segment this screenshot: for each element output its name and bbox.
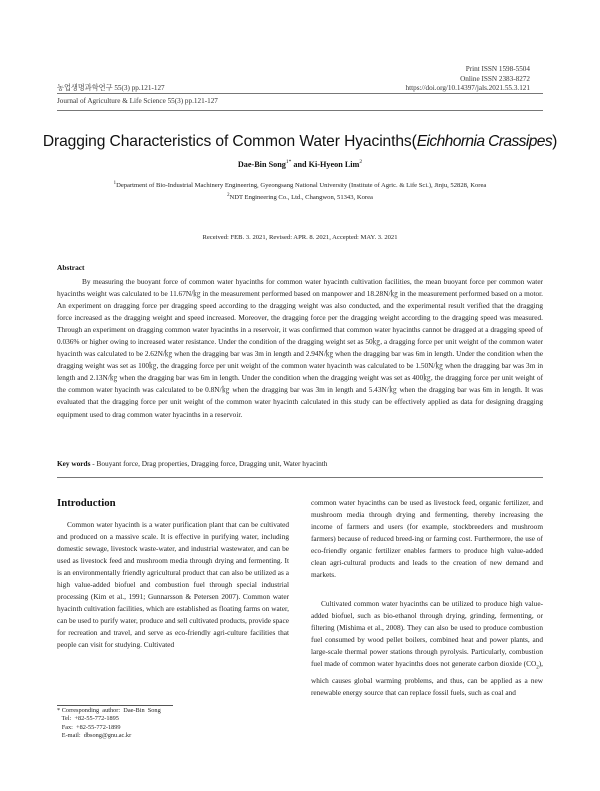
footnote-fax: Fax: +82-55-772-1899 bbox=[57, 723, 121, 731]
keywords-dash: - bbox=[90, 459, 97, 468]
footnote-tel: Tel: +82-55-772-1895 bbox=[57, 715, 119, 723]
author-2-sup: 2 bbox=[359, 159, 363, 165]
abstract-heading: Abstract bbox=[57, 263, 85, 272]
affiliation-1-text: Department of Bio-Industrial Machinery Engineering, Gyeongsang National University (Institute of Agric. & Life Sci.), Jinju, 52828, Korea bbox=[116, 182, 487, 190]
intro-col1-paragraph: Common water hyacinth is a water purification plant that can be cultivated and produced on a massive scale. It is effective in purifying water, including domestic sewage, livestock waste-water, and industrial wastewater, and can be used as livestock feed and mushroom media through drying and fermenting. It is an environmentally friendly agricultural product that can also be utilized as a high value-added biofuel and combustion fuel through special industrial processing (Kim et al., 1991; Gunnarsson & Petersen 2007). Common water hyacinth cultivation facilities, which are established as floating farms on water, can be used to purify water, produce and sell cultivated products, provide space for recreation and travel, and serve as eco-friendly agri-culture facilities that people can visit for studying. Cultivated bbox=[57, 520, 289, 650]
paper-title bbox=[0, 133, 600, 151]
keywords bbox=[57, 459, 327, 468]
footnote-rule bbox=[57, 705, 173, 706]
header-rule bbox=[57, 93, 543, 94]
intro-col2-p2-a: Cultivated common water hyacinths can be utilized to produce high value-added biofuel, such as bio-ethanol through drying, grinding, fermenting, or filtering (Mishima et al., 2008). They can also be used to produce combustion fuel consumed by wood pellet boilers, combined heat and power plants, and large-scale thermal power stations through pyrolysis. Particularly, combustion fuel made of common water hyacinths does not generate carbon dioxide (CO bbox=[311, 599, 543, 669]
affiliation-1 bbox=[0, 181, 600, 189]
footnote bbox=[57, 707, 161, 741]
affiliation-2-sup: 2 bbox=[227, 193, 230, 198]
affiliation-2 bbox=[0, 193, 600, 201]
header-rule-2 bbox=[57, 110, 543, 111]
section-rule bbox=[57, 477, 543, 478]
journal-english: Journal of Agriculture & Life Science 55(3) pp.121-127 bbox=[57, 97, 218, 105]
doi-link[interactable]: https://doi.org/10.14397/jals.2021.55.3.121 bbox=[405, 84, 530, 92]
intro-col2-p2-b: ), which causes global warming problems, and thus, can be applied as a new renewable energy source that can replace fossil fuels, such as coal and bbox=[311, 659, 543, 697]
author-and: and bbox=[291, 160, 309, 169]
affiliation-1-sup: 1 bbox=[113, 181, 117, 186]
footnote-author: * Corresponding author: Dae-Bin Song bbox=[57, 707, 161, 714]
intro-col2-paragraph-1: common water hyacinths can be used as livestock feed, organic fertilizer, and mushroom media through drying and fermenting, thereby increasing the income of farmers and users (for example, stockbreeders and mushroom farmers) because of reduced breed-ing or farming cost. Furthermore, the use of eco-friendly organic fertilizer enables farmers to produce high value-added clean agri-cultural products and leads to the creation of new demand and markets. bbox=[311, 498, 543, 580]
co2-subscript: 2 bbox=[536, 665, 539, 671]
intro-col2-paragraph-2 bbox=[311, 598, 543, 699]
abstract-body: By measuring the buoyant force of common water hyacinths for common water hyacinth cultivation facilities, the mean buoyant force per common water hyacinths weight was calculated to be 11.67N/㎏ in the measurement performed based on manpower and 18.28N/㎏ in the measurement performed based on a motor. An experiment on dragging force per dragging speed according to the dragging weight was also conducted, and the experimental result verified that the dragging force increased as the dragging weight and speed increased. Moreover, the dragging force per the dragging weight according to the dragging speed was measured. Through an experiment on dragging common water hyacinths in a reservoir, it was confirmed that common water hyacinths cannot be dragged at a dragging speed of 0.036% or higher owing to increased water resistance. Under the condition of the dragging weight set as 50㎏, a dragging force per unit weight of the common water hyacinth was calculated to be 2.62N/㎏ when the dragging bar was 3m in length and 2.94N/㎏ when the dragging bar was 6m in length. Under the condition when the dragging weight was set as 100㎏, the dragging force per unit weight of the common water hyacinth was calculated to be 1.50N/㎏ when the dragging bar was 3m in length and 2.13N/㎏ when the dragging bar was 6m in length. Under the condition when the dragging weight was set as 400㎏, the dragging force per unit weight of the common water hyacinth was calculated to be 0.8N/㎏ when the dragging bar was 3m in length and 5.43N/㎏ when the dragging bar was 6m in length. It was evaluated that the dragging force per unit weight of the common water hyacinth calculated in this study can be effectively applied as data for designing dragging equipment used to drag common water hyacinths in a reservoir. bbox=[57, 277, 543, 419]
title-species: Eichhornia Crassipes bbox=[416, 133, 553, 150]
keywords-text: Bouyant force, Drag properties, Dragging force, Dragging unit, Water hyacinth bbox=[96, 459, 328, 468]
title-close: ) bbox=[552, 133, 558, 150]
affiliation-2-text: NDT Engineering Co., Ltd., Changwon, 51343, Korea bbox=[229, 194, 373, 202]
section-heading-introduction: Introduction bbox=[57, 497, 116, 509]
footnote-email[interactable]: E-mail: dbsong@gnu.ac.kr bbox=[57, 732, 132, 740]
author-1: Dae-Bin Song bbox=[237, 160, 286, 169]
publication-dates: Received: FEB. 3. 2021, Revised: APR. 8. 2021, Accepted: MAY. 3. 2021 bbox=[202, 234, 398, 241]
keywords-label: Key words bbox=[57, 459, 91, 468]
title-main: Dragging Characteristics of Common Water Hyacinths( bbox=[42, 133, 417, 150]
print-issn: Print ISSN 1598-5504 bbox=[465, 65, 530, 73]
author-2: Ki-Hyeon Lim bbox=[308, 160, 360, 169]
author-1-sup: 1* bbox=[285, 159, 292, 165]
online-issn: Online ISSN 2383-8272 bbox=[460, 75, 530, 83]
journal-korean: 농업생명과학연구 55(3) pp.121-127 bbox=[57, 84, 165, 92]
author-line bbox=[0, 160, 600, 169]
